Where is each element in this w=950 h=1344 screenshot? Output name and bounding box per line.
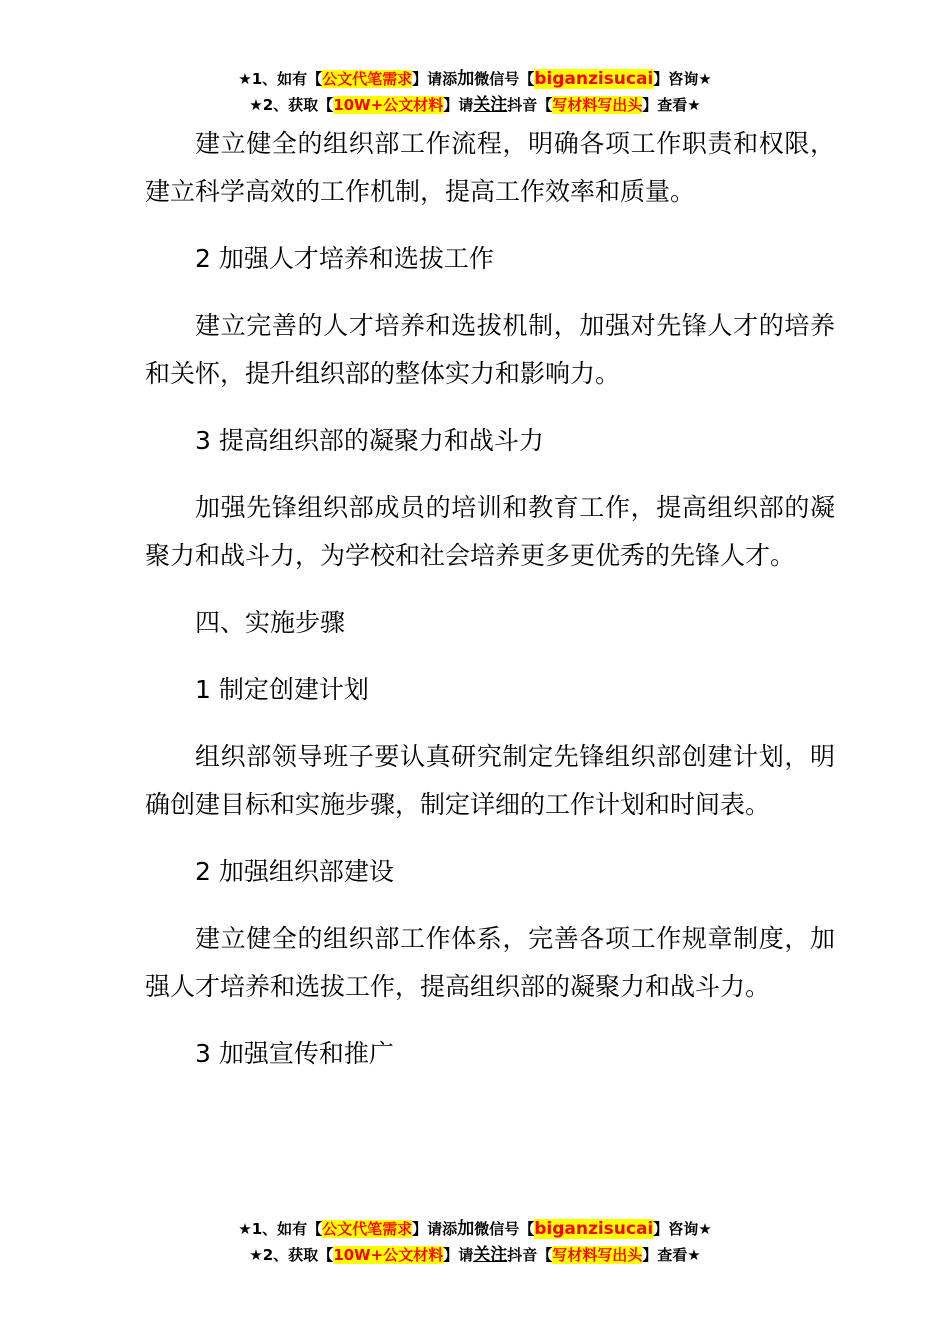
footer-line-2-underline-word: 关注 <box>473 1245 508 1265</box>
footer-banner-line-2 <box>0 1242 950 1268</box>
heading-create-plan: 1 制定创建计划 <box>195 675 369 704</box>
footer-highlight-wechat-id: biganzisucai <box>534 1219 654 1239</box>
paragraph-create-plan: 组织部领导班子要认真研究制定先锋组织部创建计划，明确创建目标和实施步骤，制定详细的工作计划和时间表。 <box>145 742 835 819</box>
banner-line-1 <box>0 66 950 92</box>
banner-line-2 <box>0 92 950 118</box>
banner-highlight-materials: 10W+公文材料 <box>333 96 444 114</box>
paragraph-work-process: 建立健全的组织部工作流程，明确各项工作职责和权限，建立科学高效的工作机制，提高工作效率和质量。 <box>145 129 835 206</box>
footer-line-1-suffix: 】咨询★ <box>653 1220 712 1238</box>
paragraph-member-training: 加强先锋组织部成员的培训和教育工作，提高组织部的凝聚力和战斗力，为学校和社会培养更多更优秀的先锋人才。 <box>145 493 835 570</box>
heading-talent-training: 2 加强人才培养和选拔工作 <box>195 244 494 273</box>
document-body <box>145 120 835 1097</box>
banner-line-2-suffix: 】查看★ <box>642 96 701 114</box>
banner-line-1-bold-word: 加 <box>457 69 475 89</box>
footer-line-1-prefix: ★1、如有【 <box>238 1220 323 1238</box>
header-banner <box>0 66 950 118</box>
footer-line-2-middle2: 抖音【 <box>507 1246 553 1264</box>
footer-banner-line-1 <box>0 1216 950 1242</box>
paragraph-talent-mechanism: 建立完善的人才培养和选拔机制，加强对先锋人才的培养和关怀，提升组织部的整体实力和影响力。 <box>145 311 835 388</box>
banner-line-1-prefix: ★1、如有【 <box>238 70 323 88</box>
paragraph-work-system: 建立健全的组织部工作体系，完善各项工作规章制度，加强人才培养和选拔工作，提高组织部的凝聚力和战斗力。 <box>145 924 835 1001</box>
heading-strengthen-department: 2 加强组织部建设 <box>195 857 394 886</box>
footer-highlight-materials: 10W+公文材料 <box>333 1246 444 1264</box>
footer-line-1-bold-word: 加 <box>457 1219 475 1239</box>
heading-publicity: 3 加强宣传和推广 <box>195 1039 394 1068</box>
heading-cohesion: 3 提高组织部的凝聚力和战斗力 <box>195 426 544 455</box>
banner-line-2-prefix: ★2、获取【 <box>249 96 334 114</box>
banner-line-2-middle2: 抖音【 <box>507 96 553 114</box>
footer-banner <box>0 1216 950 1268</box>
footer-line-1-middle1: 】请添 <box>412 1220 458 1238</box>
banner-line-2-middle1: 】请 <box>443 96 474 114</box>
banner-highlight-wechat-id: biganzisucai <box>534 69 654 89</box>
footer-line-1-middle2: 微信号【 <box>474 1220 535 1238</box>
banner-line-1-middle2: 微信号【 <box>474 70 535 88</box>
footer-line-2-prefix: ★2、获取【 <box>249 1246 334 1264</box>
banner-line-1-middle1: 】请添 <box>412 70 458 88</box>
footer-line-2-middle1: 】请 <box>443 1246 474 1264</box>
footer-highlight-douyin-account: 写材料写出头 <box>552 1246 643 1264</box>
banner-highlight-writing-service: 公文代笔需求 <box>322 70 413 88</box>
banner-line-1-suffix: 】咨询★ <box>653 70 712 88</box>
banner-line-2-underline-word: 关注 <box>473 95 508 115</box>
footer-line-2-suffix: 】查看★ <box>642 1246 701 1264</box>
banner-highlight-douyin-account: 写材料写出头 <box>552 96 643 114</box>
footer-highlight-writing-service: 公文代笔需求 <box>322 1220 413 1238</box>
heading-implementation-steps: 四、实施步骤 <box>195 608 346 637</box>
